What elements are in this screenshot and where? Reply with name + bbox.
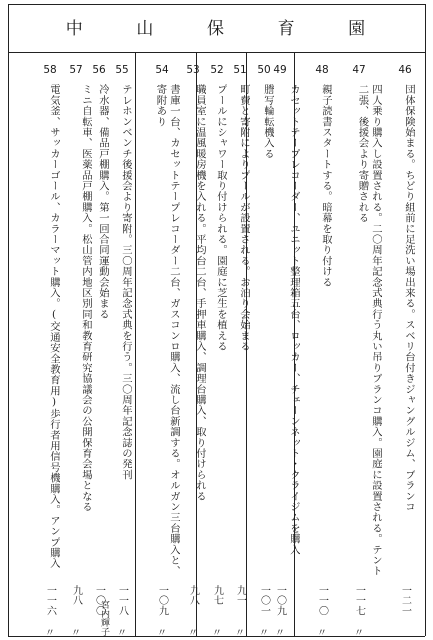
entry-number: 47 bbox=[352, 64, 366, 76]
entry-number: 50 bbox=[257, 64, 271, 76]
entry-text: 親子読書スタートする。暗幕を取り付ける bbox=[320, 84, 332, 288]
entry-person: 宮内輝子 bbox=[99, 600, 109, 636]
entry-text: 謄写輪転機入る bbox=[262, 84, 274, 159]
entry-amount: 九七 bbox=[211, 585, 223, 606]
page-title bbox=[0, 14, 433, 38]
entry-text: 書庫一台、カセットテープレコーダー二台、ガスコンロ購入、流し台新調する。オルガン三台購入と、寄附あり bbox=[154, 84, 180, 577]
entry-person: 〃 bbox=[235, 628, 245, 639]
title-char: 園 bbox=[348, 19, 368, 39]
title-char: 保 bbox=[206, 19, 226, 39]
title-char: 中 bbox=[65, 19, 85, 39]
entry-number: 55 bbox=[115, 64, 129, 76]
entry-person: 〃 bbox=[71, 628, 81, 639]
entry-person: 〃 bbox=[259, 628, 269, 639]
entry-amount: 一一〇 bbox=[316, 585, 328, 617]
entry-amount: 一一六 bbox=[44, 585, 56, 617]
entry-amount: 九八 bbox=[187, 585, 199, 606]
entry-text: ミニ自転車、医薬品戸棚購入。松山管内地区別同和教育研究協議会の公開保育会場となる bbox=[80, 84, 92, 512]
entry-text: カセットテープレコーダー、ユニット整理箱五台、ロッカー、チェーンネット・クライジムを購入 bbox=[288, 84, 300, 555]
entry-text: 職員室に温風暖房機を入れる。平均台二台、手押車購入、調理台購入、取り付けられる bbox=[194, 84, 206, 502]
title-char: 山 bbox=[136, 19, 156, 39]
entry-amount: 一〇一 bbox=[258, 585, 270, 617]
entry-number: 57 bbox=[69, 64, 83, 76]
entry-amount: 九一 bbox=[234, 585, 246, 606]
entry-number: 46 bbox=[398, 64, 412, 76]
entry-person: 〃 bbox=[317, 628, 327, 639]
entry-number: 52 bbox=[210, 64, 224, 76]
entry-text: テレホンベンチ後援会より寄附。三〇周年記念式典を行う。三〇周年記念誌の発刊 bbox=[120, 84, 132, 480]
entry-person: 〃 bbox=[212, 628, 222, 639]
left-border bbox=[8, 4, 9, 636]
entry-amount: 一一八 bbox=[116, 585, 128, 617]
table-top-rule bbox=[8, 4, 425, 5]
entry-amount: 一〇〇 bbox=[93, 585, 105, 617]
entry-text: プールにシャワー取り付けられる。園庭に芝生を植える bbox=[215, 84, 227, 352]
entry-person: 〃 bbox=[117, 628, 127, 639]
entry-text: 団体保険始まる。ちどり組前に足洗い場出来る。スベリ台付きジャングルジム、ブランコ bbox=[403, 84, 415, 512]
entry-number: 49 bbox=[273, 64, 287, 76]
entry-amount: 九八 bbox=[70, 585, 82, 606]
entry-number: 58 bbox=[43, 64, 57, 76]
entry-amount: 一二一 bbox=[399, 585, 411, 617]
entry-text: 電気釜、サッカーゴール、カラーマット購入。(交通安全教育用)歩行者用信号機購入。アンプ購入 bbox=[48, 84, 60, 569]
entry-number: 56 bbox=[92, 64, 106, 76]
entry-number: 54 bbox=[155, 64, 169, 76]
entry-text: 町費と寄附によりプールが設置される。お泊り会始まる bbox=[238, 84, 250, 352]
entry-amount: 一〇九 bbox=[156, 585, 168, 617]
entry-text: 四人乗り購入し設置される。二〇周年記念式典行う丸い吊りブランコ購入。園庭に設置される。テント二張、後援会より寄贈される bbox=[356, 84, 382, 577]
entry-number: 48 bbox=[315, 64, 329, 76]
column-divider bbox=[135, 52, 136, 636]
entry-number: 53 bbox=[186, 64, 200, 76]
entry-text: 冷水器、備品戸棚購入。第一回合同運動会始まる bbox=[97, 84, 109, 320]
header-rule bbox=[8, 52, 425, 53]
entry-amount: 一〇九 bbox=[274, 585, 286, 617]
entry-person: 〃 bbox=[275, 628, 285, 639]
entry-amount: 一一七 bbox=[353, 585, 365, 617]
entry-person: 〃 bbox=[354, 628, 364, 639]
entry-person: 〃 bbox=[188, 628, 198, 639]
entry-person: 〃 bbox=[157, 628, 167, 639]
entry-person: 〃 bbox=[45, 628, 55, 639]
entry-number: 51 bbox=[233, 64, 247, 76]
title-char: 育 bbox=[277, 19, 297, 39]
right-border bbox=[425, 4, 426, 636]
